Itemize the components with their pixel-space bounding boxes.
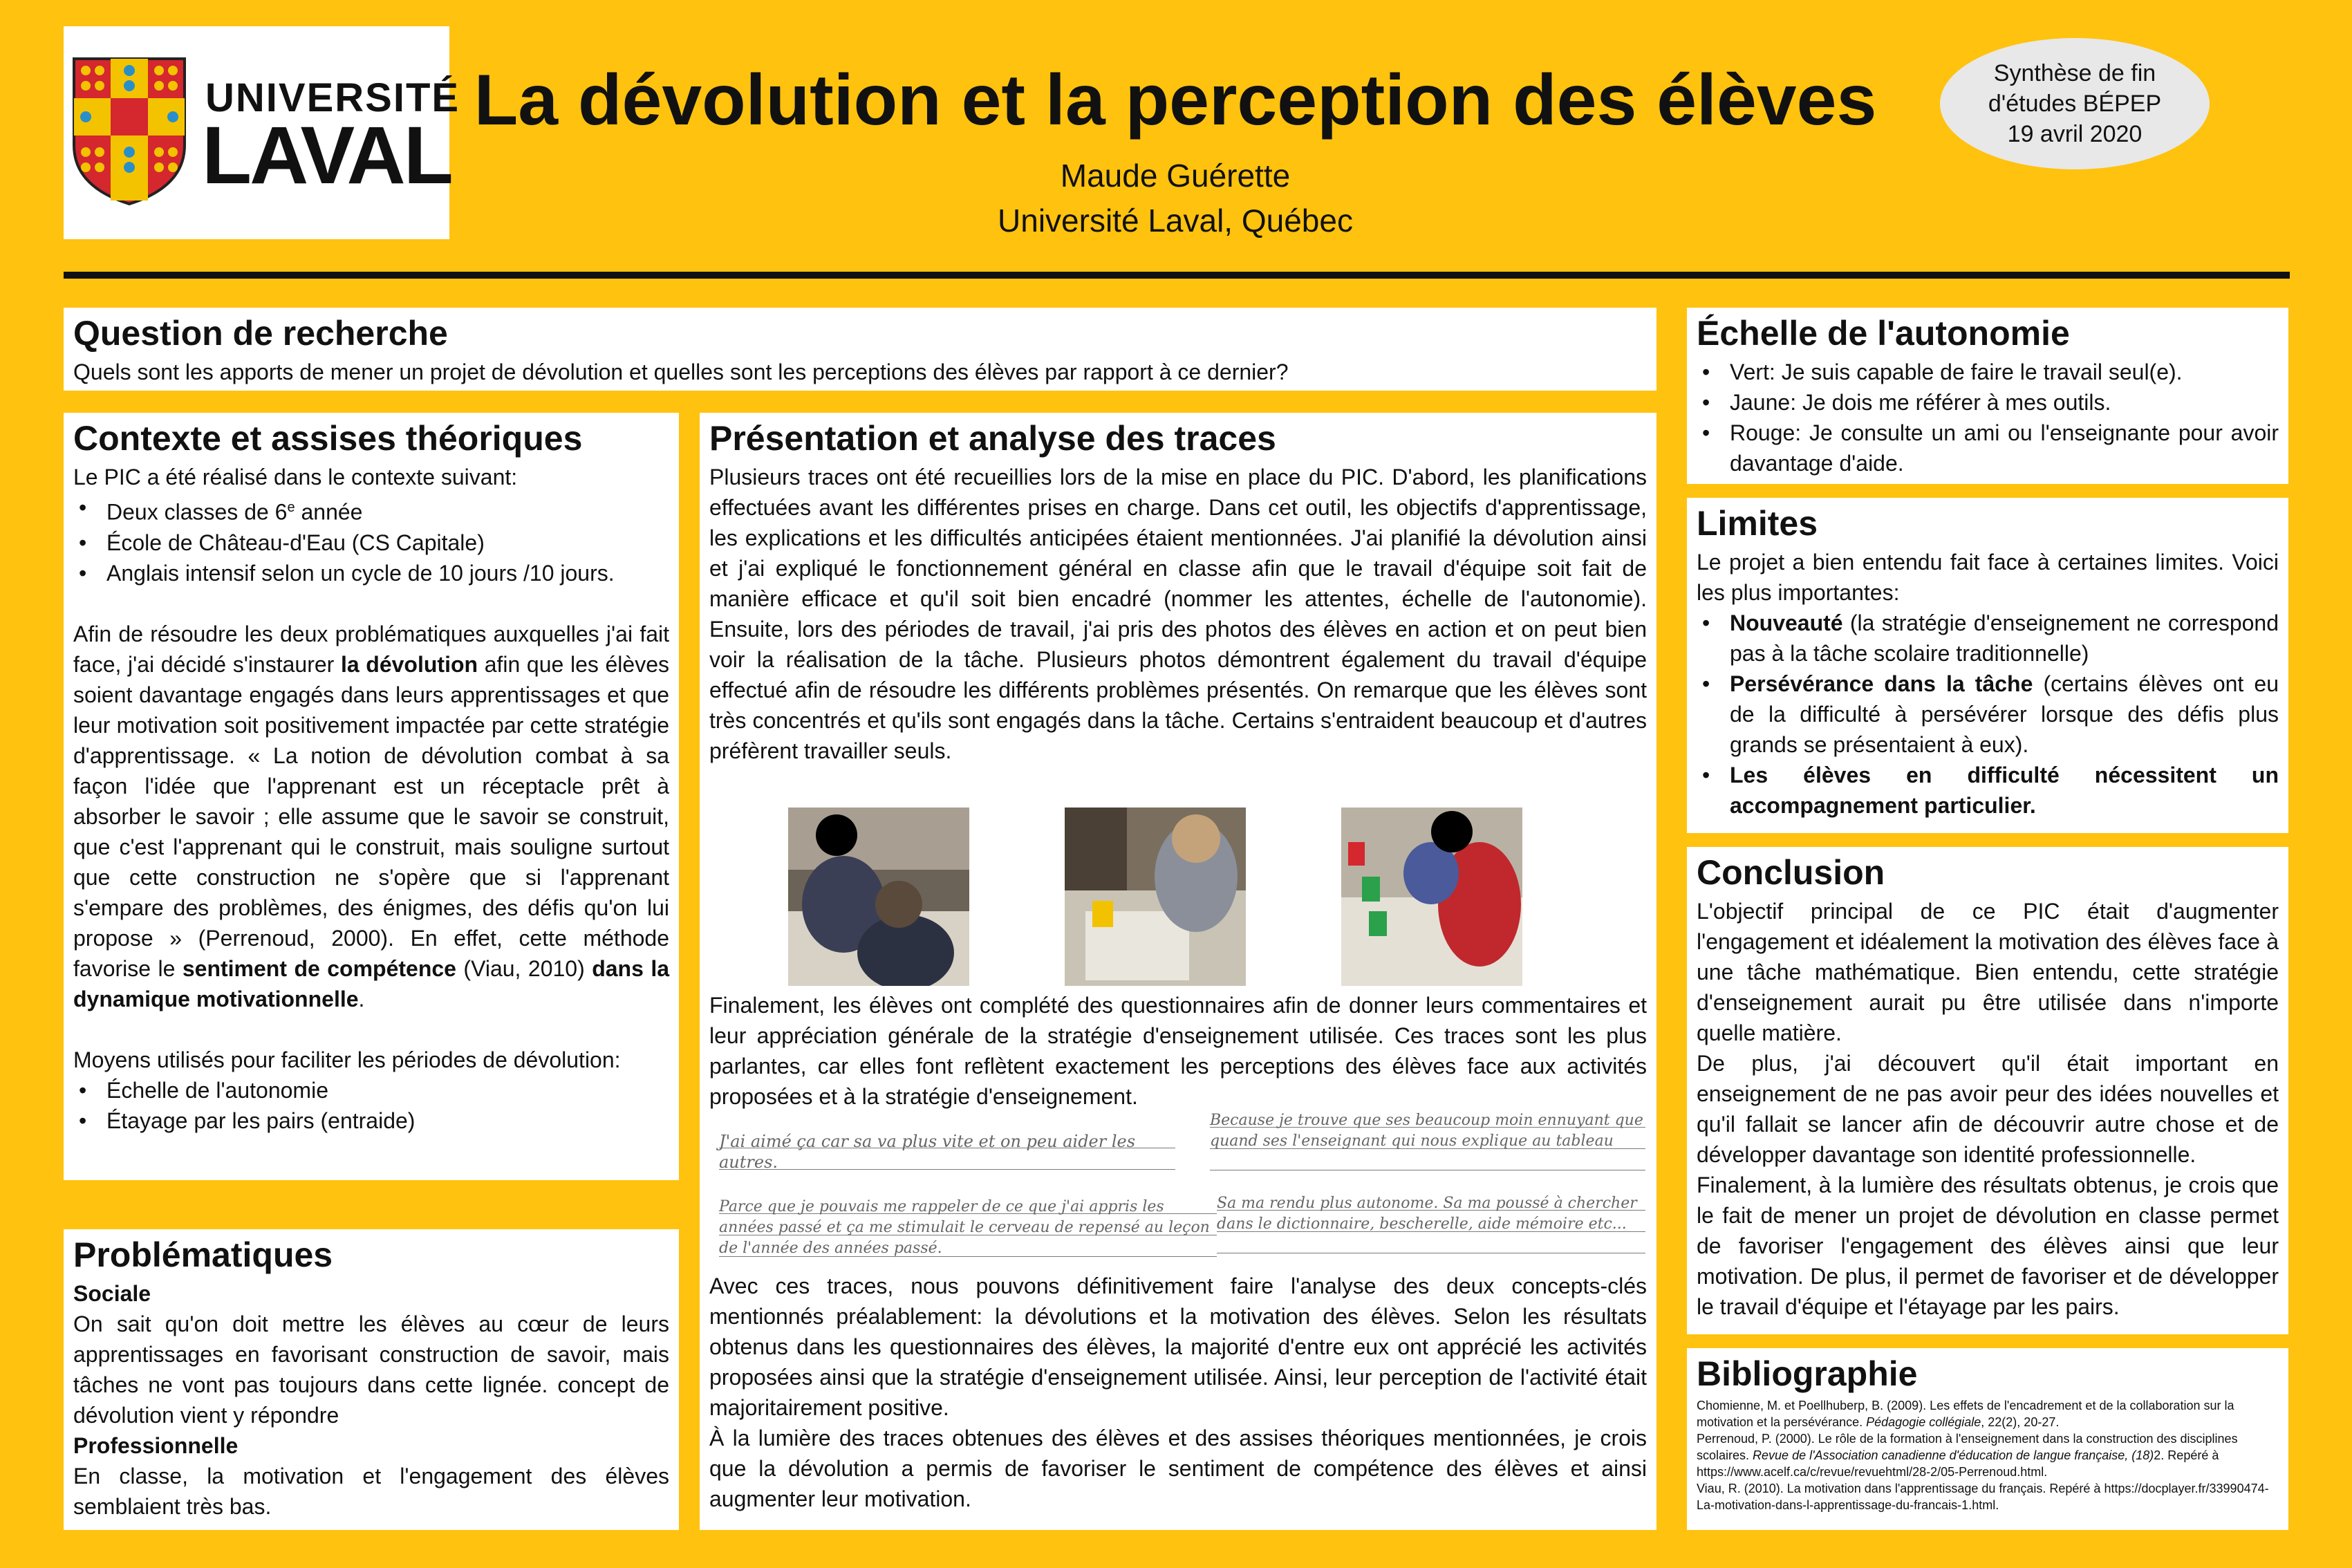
handwriting-sample-3: Because je trouve que ses beaucoup moin ennuyant que quand ses l'enseignant qui nous explique au tableau (1210, 1106, 1645, 1175)
list-item: • Étayage par les pairs (entraide) (73, 1105, 669, 1136)
affiliation: Université Laval, Québec (998, 203, 1353, 239)
classroom-photo-1 (788, 808, 969, 986)
date-badge (1940, 38, 2210, 169)
contexte-intro: Le PIC a été réalisé dans le contexte suivant: (73, 465, 518, 489)
moyens-bullets (73, 1075, 669, 1136)
limites-panel (1687, 498, 2288, 833)
echelle-heading: Échelle de l'autonomie (1697, 314, 2070, 353)
presentation-heading: Présentation et analyse des traces (709, 419, 1276, 458)
professionnelle-label: Professionnelle (73, 1433, 239, 1458)
shield-icon (71, 55, 188, 207)
reference-2: Perrenoud, P. (2000). Le rôle de la formation à l'enseignement dans la construction des disciplines scolaires. Revue de l'Association canadienne d'éducation de langue française, (18)2. Repéré à https://www.acelf.ca/c/revue/revuehtml/28-2/05-Perrenoud.html. (1697, 1432, 2238, 1479)
conclusion-paragraph: L'objectif principal de ce PIC était d'augmenter l'engagement et idéalement la motivation des élèves face à une tâche mathématique. Bien entendu, cette stratégie d'enseignement aurait pu être utilisée dans n'importe quelle matière. (1697, 899, 2279, 1045)
echelle-panel (1687, 308, 2288, 484)
presentation-paragraph-2: Finalement, les élèves ont complété des questionnaires afin de donner leurs commentaires et leur appréciation générale de la stratégie d'enseignement utilisée. Ces traces sont les plus parlantes, car elles font reflètent exactement les perceptions des élèves face aux activités proposées et à la stratégie d'enseignement. (709, 993, 1647, 1109)
classroom-photo-3 (1341, 808, 1522, 986)
handwriting-sample-2: Parce que je pouvais me rappeler de ce que j'ai appris les années passé et ça me stimulait le cerveau de repensé au leçon de l'année des années passé. (719, 1193, 1217, 1262)
author-name: Maude Guérette (1060, 158, 1291, 194)
contexte-bullets (73, 492, 669, 588)
moyens-intro: Moyens utilisés pour faciliter les périodes de dévolution: (73, 1047, 621, 1072)
conclusion-paragraph: Finalement, à la lumière des résultats obtenus, je crois que le fait de mener un projet de dévolution en classe permet de favoriser l'engagement des élèves ainsi que leur motivation. De plus, il permet de favoriser et de développer le travail d'équipe et l'étayage par les pairs. (1697, 1173, 2279, 1319)
presentation-paragraph-4: À la lumière des traces obtenues des élèves et des assises théoriques mentionnées, je crois que la dévolution a permis de favoriser le sentiment de compétence des élèves et ainsi augmenter leur motivation. (709, 1426, 1647, 1511)
list-item: • École de Château-d'Eau (CS Capitale) (73, 528, 669, 558)
list-item: • Deux classes de 6e année (73, 492, 669, 528)
header-rule (64, 272, 2290, 279)
badge-line-1: Synthèse de fin (1993, 60, 2156, 86)
bibliographie-panel (1687, 1348, 2288, 1530)
list-item: • Vert: Je suis capable de faire le travail seul(e). (1697, 357, 2279, 387)
limites-intro: Le projet a bien entendu fait face à certaines limites. Voici les plus importantes: (1697, 550, 2279, 605)
list-item: • Anglais intensif selon un cycle de 10 jours /10 jours. (73, 558, 669, 588)
logo-line-1: UNIVERSITÉ (205, 75, 460, 120)
logo-line-2: LAVAL (202, 110, 451, 201)
university-logo (64, 26, 460, 239)
contexte-paragraph: Afin de résoudre les deux problématiques auxquelles j'ai fait face, j'ai décidé s'instaurer la dévolution afin que les élèves soient davantage engagés dans leurs apprentissages et que leur motivation soit positivement impactée par cette stratégie d'apprentissage. « La notion de dévolution combat à sa façon l'idée que l'apprenant est un réceptacle prêt à absorber le savoir ; elle assume que le savoir se construit, que c'est l'apprenant qui le construit, mais souligne surtout que cette construction ne s'opère que si l'apprenant s'empare des problèmes, des énigmes, des défis qu'on lui propose » (Perrenoud, 2000). En effet, cette méthode favorise le sentiment de compétence (Viau, 2010) dans la dynamique motivationnelle. (73, 621, 670, 1011)
question-heading: Question de recherche (73, 314, 448, 353)
problematiques-heading: Problématiques (73, 1235, 333, 1274)
bibliographie-heading: Bibliographie (1697, 1354, 1918, 1393)
badge-line-2: d'études BÉPEP (1988, 91, 2162, 117)
list-item: • Jaune: Je dois me référer à mes outils. (1697, 387, 2279, 418)
problematiques-panel (64, 1229, 679, 1530)
list-item: • Les élèves en difficulté nécessitent un accompagnement particulier. (1697, 760, 2279, 821)
echelle-list (1697, 357, 2279, 478)
badge-line-3: 19 avril 2020 (2007, 121, 2143, 147)
handwriting-sample-4: Sa ma rendu plus autonome. Sa ma poussé à chercher dans le dictionnaire, bescherelle, aide mémoire etc... (1217, 1189, 1645, 1258)
list-item: • Nouveauté (la stratégie d'enseignement ne correspond pas à la tâche scolaire traditionnelle) (1697, 608, 2279, 669)
conclusion-paragraph: De plus, j'ai découvert qu'il était important en enseignement de ne pas avoir peur des idées nouvelles et qu'il fallait se lancer afin de découvrir autre chose et de développer davantage son identité professionnelle. (1697, 1051, 2279, 1167)
sociale-text: On sait qu'on doit mettre les élèves au cœur de leurs apprentissages en favorisant construction de savoir, mais tâches ne vont pas toujours dans cette lignée. concept de dévolution vient y répondre (73, 1312, 669, 1428)
limites-list (1697, 608, 2279, 821)
list-item: • Rouge: Je consulte un ami ou l'enseignante pour avoir davantage d'aide. (1697, 418, 2279, 478)
list-item: • Échelle de l'autonomie (73, 1075, 669, 1105)
handwriting-sample-1: J'ai aimé ça car sa va plus vite et on peu aider les autres. (719, 1127, 1175, 1175)
list-item: • Persévérance dans la tâche (certains élèves ont eu de la difficulté à persévérer lorsque des défis plus grands se présentaient à eux). (1697, 669, 2279, 760)
contexte-heading: Contexte et assises théoriques (73, 419, 583, 458)
reference-1: Chomienne, M. et Poellhuberp, B. (2009). Les effets de l'encadrement et de la collaboration sur la motivation et la persévérance. Pédagogie collégiale, 22(2), 20-27. (1697, 1399, 2234, 1429)
presentation-paragraph-1: Plusieurs traces ont été recueillies lors de la mise en place du PIC. D'abord, les planifications effectuées avant les différentes prises en charge. Dans cet outil, les objectifs d'apprentissage, les explications et les difficultés anticipées étaient mentionnées. J'ai planifié la dévolution ainsi et j'ai expliqué le fonctionnement général en classe afin que le travail d'équipe soit fait de manière efficace et qu'il soit bien encadré (nommer les attentes, échelle de l'autonomie). Ensuite, lors des périodes de travail, j'ai pris des photos des élèves en action et on peut bien voir la réalisation de la tâche. Plusieurs photos démontrent également du travail d'équipe effectué afin de résoudre les différents problèmes présentés. On remarque que les élèves sont très concentrés et qu'ils sont engagés dans la tâche. Certains s'entraident beaucoup et d'autres préfèrent travailler seuls. (709, 465, 1647, 763)
question-panel (64, 308, 1656, 391)
presentation-paragraph-3: Avec ces traces, nous pouvons définitivement faire l'analyse des deux concepts-clés mentionnés préalablement: la dévolutions et la motivation des élèves. Selon les résultats obtenus dans les questionnaires des élèves, la majorité d'entre eux ont apprécié les activités proposées ainsi que la stratégie d'enseignement utilisée. Ainsi, leur perception de l'activité était majoritairement positive. (709, 1273, 1647, 1420)
classroom-photo-2 (1065, 808, 1246, 986)
contexte-panel (64, 413, 679, 1180)
conclusion-panel (1687, 847, 2288, 1334)
reference-3: Viau, R. (2010). La motivation dans l'apprentissage du français. Repéré à https://docplayer.fr/33990474-La-motivation-dans-l-apprentissage-du-francais-1.html. (1697, 1482, 2269, 1512)
question-text: Quels sont les apports de mener un projet de dévolution et quelles sont les perceptions des élèves par rapport à ce dernier? (73, 360, 1289, 384)
conclusion-heading: Conclusion (1697, 853, 1885, 892)
professionnelle-text: En classe, la motivation et l'engagement des élèves semblaient très bas. (73, 1464, 669, 1519)
sociale-label: Sociale (73, 1281, 151, 1306)
limites-heading: Limites (1697, 504, 1818, 543)
poster-title: La dévolution et la perception des élèves (474, 60, 1877, 140)
